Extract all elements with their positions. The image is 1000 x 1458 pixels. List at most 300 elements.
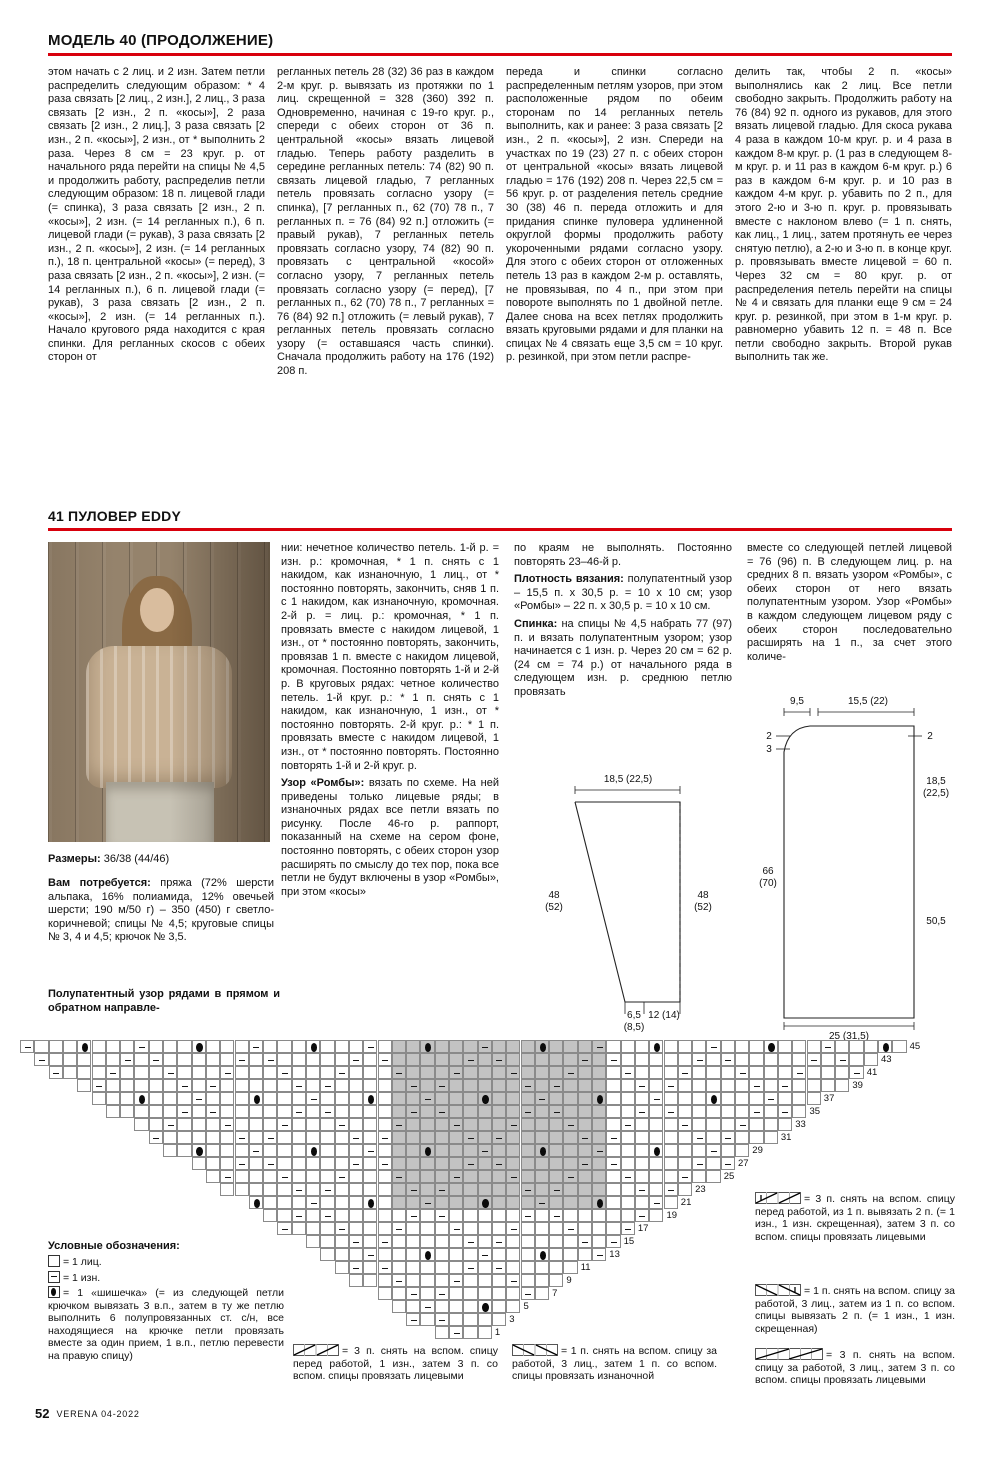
chart-cell [621,1105,635,1118]
chart-cell [235,1131,249,1144]
chart-cell [435,1300,449,1313]
chart-cell [306,1105,320,1118]
chart-cell [535,1053,549,1066]
chart-cell [478,1040,492,1053]
chart-cell [821,1053,835,1066]
chart-cell [764,1053,778,1066]
purl-symbol-icon [48,1271,60,1283]
m41-col-4 [747,542,952,664]
chart-cell [406,1222,420,1235]
chart-cell [392,1248,406,1261]
chart-cell [263,1118,277,1131]
chart-cell [363,1040,377,1053]
sizes-value: 36/38 (44/46) [100,853,170,865]
chart-cell [420,1222,434,1235]
chart-cell [749,1092,763,1105]
chart-cell [549,1274,563,1287]
chart-cell [406,1053,420,1066]
sleeve-bottom-measure-1a: 6,5 [627,1010,641,1021]
chart-cell [463,1079,477,1092]
chart-cell [177,1040,191,1053]
chart-cell [235,1053,249,1066]
chart-cell [478,1248,492,1261]
chart-cell [578,1118,592,1131]
legend-item-label: = 3 п. снять на вспом. спицу за работой, 3 лиц., затем 3 п. со вспом. спицы провязать лицевыми [755,1349,955,1386]
chart-cell [549,1261,563,1274]
chart-cell [606,1040,620,1053]
chart-cell [692,1157,706,1170]
chart-cell [606,1105,620,1118]
chart-cell [549,1131,563,1144]
chart-cell [435,1261,449,1274]
chart-cell [335,1157,349,1170]
sleeve-right-measure-1: 48 [697,890,709,901]
cable-back-icon [512,1344,558,1356]
back-label: Спинка: [514,617,558,630]
chart-cell [563,1183,577,1196]
chart-cell [578,1105,592,1118]
chart-cell [521,1118,535,1131]
chart-cell [592,1196,606,1209]
chart-cell [506,1170,520,1183]
chart-cell [664,1144,678,1157]
chart-cell [277,1183,291,1196]
chart-cell [292,1053,306,1066]
chart-cell [778,1053,792,1066]
chart-cell [349,1235,363,1248]
chart-cell [378,1040,392,1053]
chart-cell [649,1066,663,1079]
chart-cell [706,1105,720,1118]
chart-cell [749,1131,763,1144]
back-continuation: вместе со следующей петлей лицевой = 76 (96) п. В следующем лиц. р. на средних 8 п. вязать узором «Ромбы», с обеих сторон от него вязать полупатентным узором. Узор «Ромбы» в каждом следующем лицевом ряду с обеих сторон последовательно расширять на 1 п., за счет этого количе- [747,542,952,663]
chart-cell [492,1313,506,1326]
chart-cell [563,1261,577,1274]
chart-cell [506,1131,520,1144]
chart-cell [535,1248,549,1261]
sleeve-right-measure-2: (52) [694,902,712,913]
chart-cell [506,1157,520,1170]
chart-cell [306,1131,320,1144]
chart-cell [463,1209,477,1222]
chart-cell [892,1040,906,1053]
chart-cell [392,1261,406,1274]
chart-cell [449,1261,463,1274]
chart-cell [206,1131,220,1144]
chart-cell [306,1183,320,1196]
chart-cell [163,1144,177,1157]
chart-cell [320,1079,334,1092]
chart-cell [535,1131,549,1144]
chart-cell [406,1118,420,1131]
chart-cell [134,1066,148,1079]
chart-cell [764,1118,778,1131]
chart-cell [492,1040,506,1053]
chart-cell [621,1066,635,1079]
chart-cell [363,1196,377,1209]
chart-cell [606,1118,620,1131]
chart-cell [378,1118,392,1131]
chart-cell [120,1105,134,1118]
chart-cell [192,1157,206,1170]
chart-cell [635,1196,649,1209]
chart-cell [449,1105,463,1118]
chart-cell [449,1235,463,1248]
chart-cell [692,1040,706,1053]
chart-cell [449,1053,463,1066]
chart-cell [478,1105,492,1118]
chart-cell [320,1235,334,1248]
chart-cell [721,1079,735,1092]
chart-cell [406,1209,420,1222]
chart-cell [363,1092,377,1105]
chart-cell [406,1079,420,1092]
chart-cell [420,1105,434,1118]
chart-cell [134,1118,148,1131]
chart-cell [492,1066,506,1079]
chart-cell [492,1235,506,1248]
chart-cell [549,1157,563,1170]
chart-cell [292,1170,306,1183]
chart-cell [77,1079,91,1092]
back-paragraph [514,618,732,700]
chart-cell [492,1053,506,1066]
chart-cell [163,1118,177,1131]
chart-cell [635,1170,649,1183]
chart-cell [578,1183,592,1196]
chart-cell [77,1066,91,1079]
chart-cell [735,1144,749,1157]
chart-cell [449,1222,463,1235]
chart-cell [349,1157,363,1170]
chart-cell [306,1092,320,1105]
rhombus-continuation: по краям не выполнять. Постоянно повторять 23–46-й р. [514,542,732,568]
chart-cell [363,1183,377,1196]
sleeve-top-measure: 18,5 (22,5) [603,774,653,785]
chart-cell [592,1222,606,1235]
chart-cell [420,1066,434,1079]
chart-cell [263,1092,277,1105]
chart-cell [378,1248,392,1261]
chart-cell [392,1105,406,1118]
chart-cell [463,1144,477,1157]
sizes-line [48,853,274,867]
chart-cell [592,1209,606,1222]
chart-cell [621,1040,635,1053]
chart-cell [320,1183,334,1196]
chart-cell [335,1092,349,1105]
chart-cell [192,1079,206,1092]
knit-symbol-icon [48,1255,60,1267]
chart-row-number: 23 [695,1184,706,1195]
chart-cell [363,1222,377,1235]
chart-cell [506,1300,520,1313]
chart-cell [792,1053,806,1066]
chart-cell [320,1105,334,1118]
chart-cell [306,1222,320,1235]
chart-cell [192,1105,206,1118]
chart-cell [649,1105,663,1118]
chart-cell [735,1118,749,1131]
chart-cell [163,1066,177,1079]
chart-cell [349,1261,363,1274]
chart-cell [349,1092,363,1105]
chart-cell [678,1105,692,1118]
chart-cell [220,1040,234,1053]
chart-cell [378,1209,392,1222]
chart-cell [320,1222,334,1235]
chart-cell [706,1118,720,1131]
chart-cell [535,1092,549,1105]
chart-cell [549,1105,563,1118]
chart-cell [678,1040,692,1053]
chart-cell [649,1053,663,1066]
chart-cell [506,1222,520,1235]
chart-cell [692,1144,706,1157]
section-title: МОДЕЛЬ 40 (ПРОДОЛЖЕНИЕ) [48,32,274,49]
chart-cell [706,1157,720,1170]
chart-cell [206,1118,220,1131]
chart-cell [706,1079,720,1092]
chart-cell [349,1118,363,1131]
chart-cell [635,1131,649,1144]
chart-cell [435,1326,449,1339]
chart-row-number: 15 [623,1236,635,1247]
chart-cell [249,1183,263,1196]
chart-cell [392,1157,406,1170]
chart-cell [392,1131,406,1144]
chart-cell [449,1209,463,1222]
chart-cell [306,1144,320,1157]
chart-cell [792,1066,806,1079]
chart-cell [549,1248,563,1261]
chart-cell [449,1079,463,1092]
chart-cell [506,1287,520,1300]
section-header-model41 [48,508,952,531]
chart-cell [420,1313,434,1326]
chart-cell [349,1144,363,1157]
chart-cell [435,1066,449,1079]
sleeve-bottom-measure-2: 12 (14) [648,1010,680,1021]
chart-cell [749,1118,763,1131]
materials-line [48,877,274,945]
chart-cell [392,1170,406,1183]
legend-item-purl [48,1271,284,1285]
chart-cell [821,1040,835,1053]
gauge-label: Плотность вязания: [514,573,624,586]
chart-cell [792,1092,806,1105]
chart-row-number: 19 [666,1210,678,1221]
chart-cell [578,1170,592,1183]
chart-cell [463,1313,477,1326]
rhombus-paragraph [281,777,499,899]
chart-cell [749,1053,763,1066]
chart-cell [521,1066,535,1079]
chart-cell [678,1131,692,1144]
chart-cell [535,1157,549,1170]
chart-row-number: 37 [823,1093,835,1104]
gauge-text: полупатентный узор – 15,5 п. х 30,5 р. = 10 х 10 см; узор «Ромбы» – 22 п. х 30,5 р. = 10 х 10 см. [514,573,733,613]
chart-cell [721,1053,735,1066]
chart-cell [506,1053,520,1066]
chart-cell [120,1040,134,1053]
chart-cell [392,1053,406,1066]
legend-cable-4 [755,1284,955,1337]
chart-cell [349,1131,363,1144]
chart-cell [506,1144,520,1157]
chart-row-number: 11 [580,1262,591,1273]
chart-cell [535,1235,549,1248]
chart-cell [578,1222,592,1235]
chart-cell [664,1105,678,1118]
chart-cell [177,1144,191,1157]
chart-cell [349,1170,363,1183]
chart-cell [463,1105,477,1118]
chart-cell [435,1222,449,1235]
chart-cell [392,1079,406,1092]
chart-cell [263,1209,277,1222]
chart-cell [163,1092,177,1105]
chart-cell [578,1053,592,1066]
chart-cell [492,1118,506,1131]
chart-cell [249,1066,263,1079]
legend-item-label: = 1 изн. [63,1271,101,1284]
chart-cell [664,1118,678,1131]
chart-row-number: 17 [637,1223,649,1234]
chart-cell [549,1118,563,1131]
chart-row-number: 31 [780,1132,792,1143]
chart-cell [735,1066,749,1079]
chart-cell [349,1105,363,1118]
chart-cell [649,1209,663,1222]
chart-cell [578,1144,592,1157]
chart-cell [420,1157,434,1170]
chart-cell [463,1196,477,1209]
chart-cell [478,1183,492,1196]
chart-cell [535,1287,549,1300]
chart-cell [463,1287,477,1300]
chart-cell [764,1092,778,1105]
chart-cell [635,1053,649,1066]
chart-cell [378,1235,392,1248]
chart-cell [263,1066,277,1079]
m41-col-2 [281,542,499,899]
chart-cell [492,1079,506,1092]
chart-cell [292,1157,306,1170]
chart-cell [578,1079,592,1092]
chart-cell [363,1131,377,1144]
chart-cell [549,1235,563,1248]
chart-cell [721,1157,735,1170]
chart-cell [406,1248,420,1261]
chart-cell [378,1183,392,1196]
chart-cell [449,1157,463,1170]
chart-cell [521,1235,535,1248]
chart-row-number: 7 [552,1288,558,1299]
chart-cell [420,1053,434,1066]
chart-cell [435,1274,449,1287]
chart-cell [778,1079,792,1092]
chart-cell [563,1235,577,1248]
chart-cell [363,1248,377,1261]
chart-cell [406,1287,420,1300]
chart-cell [306,1040,320,1053]
chart-cell [435,1183,449,1196]
chart-cell [277,1131,291,1144]
chart-cell [649,1144,663,1157]
chart-cell [106,1105,120,1118]
chart-cell [849,1040,863,1053]
chart-cell [764,1131,778,1144]
chart-cell [449,1300,463,1313]
chart-cell [34,1053,48,1066]
chart-cell [478,1066,492,1079]
chart-cell [649,1183,663,1196]
chart-cell [335,1261,349,1274]
chart-cell [292,1183,306,1196]
materials-label: Вам потребуется: [48,877,151,889]
chart-cell [306,1053,320,1066]
chart-cell [363,1157,377,1170]
chart-cell [492,1196,506,1209]
chart-cell [306,1118,320,1131]
chart-cell [521,1105,535,1118]
chart-cell [449,1144,463,1157]
body-text: этом начать с 2 лиц. и 2 изн. Затем петли распределить следующим образом: * 4 раза связать [2 лиц., 2 изн.], 2 лиц., 3 раза связать [2 изн., 2 п. «косы»], 2 раза связать [2 изн., 2 лиц.], 3 раза связать [2 изн., 2 п. «косы»], 2 изн., от * выполнить 2 раза. Через 8 см = 23 круг. р. от начального ряда перейти на спицы № 4,5 и продолжить работу, распределив петли следующим образом: 18 п. лицевой глади (= спинка), 3 раза связать [2 изн., 2 п. «косы»], 2 изн. (= 14 регланных п.), 6 п. лицевой глади (= рукав), 3 раза связать [2 изн., 2 п. «косы»], 2 изн. (= 14 регланных п.), 18 п. центральной «косы» (= перед), 3 раза связать [2 изн., 2 п. «косы»], 2 изн. (= 14 регланных п.), 6 п. лицевой глади (= рукав), 3 раза связать [2 изн., 2 п. «косы»], 2 изн. (= 14 регланных п.). Начало кругового ряда находится с края спинки. Для регланных скосов с обеих сторон от [48,66,265,364]
chart-cell [363,1274,377,1287]
body-schematic [742,688,957,1040]
chart-cell [292,1196,306,1209]
chart-cell [521,1248,535,1261]
chart-cell [606,1092,620,1105]
chart-row-number: 25 [723,1171,735,1182]
page-footer [35,1406,140,1421]
chart-cell [449,1196,463,1209]
chart-cell [664,1092,678,1105]
chart-cell [263,1170,277,1183]
chart-cell [134,1092,148,1105]
chart-row-number: 29 [752,1145,763,1156]
body-tick-right: 2 [927,731,933,742]
legend-item-label: = 3 п. снять на вспом. спицу перед работой, из 1 п. вывязать 2 п. (= 1 изн., 1 изн. скрещенная), затем 3 п. со вспом. спицы провязать лицевыми [755,1193,955,1243]
chart-cell [563,1248,577,1261]
chart-cell [77,1053,91,1066]
chart-cell [363,1261,377,1274]
chart-cell [335,1144,349,1157]
chart-cell [406,1274,420,1287]
chart-cell [492,1092,506,1105]
chart-cell [149,1066,163,1079]
chart-cell [420,1118,434,1131]
chart-cell [435,1105,449,1118]
model40-columns [48,66,952,379]
chart-cell [535,1261,549,1274]
chart-cell [306,1079,320,1092]
chart-cell [263,1144,277,1157]
chart-cell [721,1092,735,1105]
chart-cell [563,1092,577,1105]
chart-cell [592,1040,606,1053]
chart-cell [492,1261,506,1274]
model40-col-2 [277,66,494,379]
chart-cell [478,1300,492,1313]
chart-cell [706,1053,720,1066]
cable-inc-front-icon [755,1192,801,1204]
chart-cell [335,1118,349,1131]
chart-cell [449,1118,463,1131]
chart-cell [549,1196,563,1209]
chart-cell [292,1105,306,1118]
